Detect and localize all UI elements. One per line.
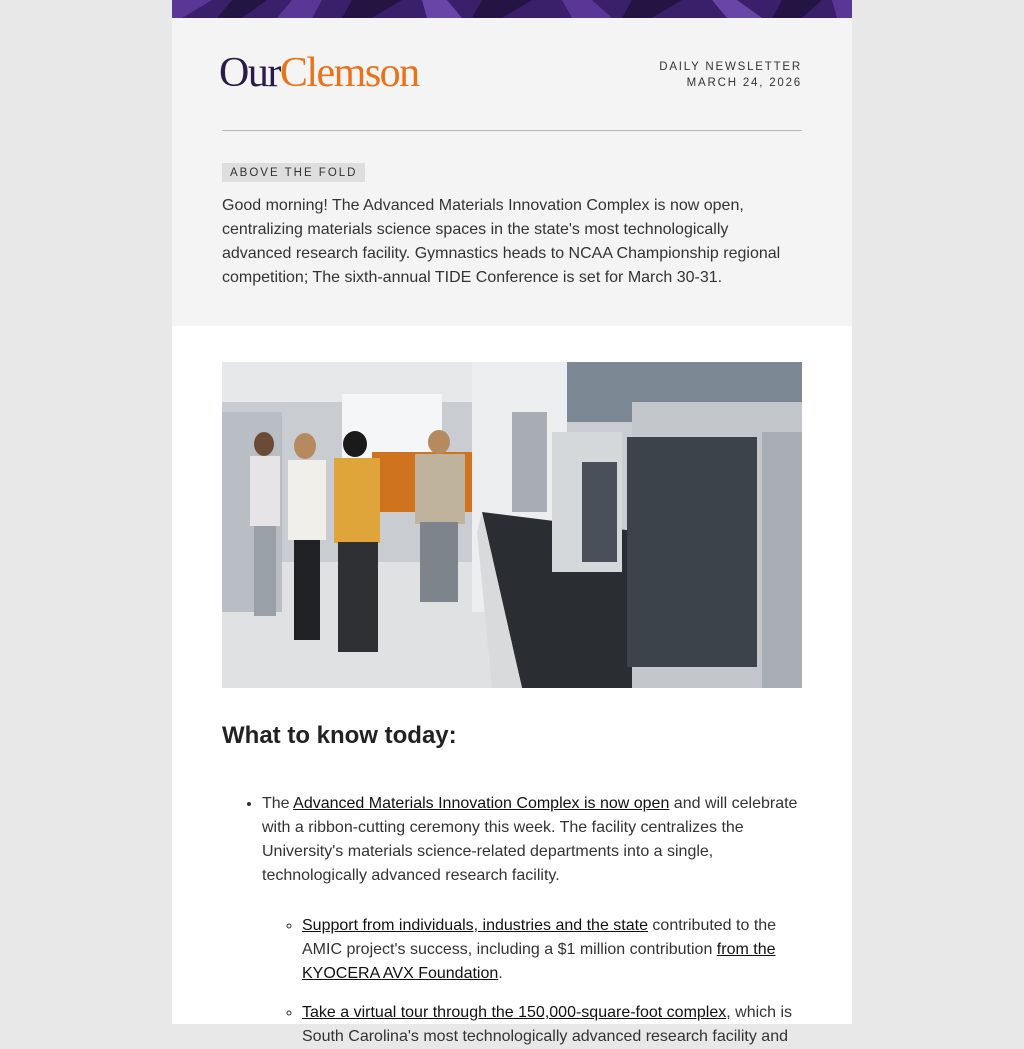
header-section — [172, 18, 852, 326]
kyocera-foundation-link[interactable]: from the KYOCERA AVX Foundation — [302, 941, 776, 982]
sub1-middle: contributed to the AMIC project's success, including a $1 million contribution — [302, 917, 777, 958]
newsletter-meta — [659, 59, 802, 91]
header-divider — [222, 130, 802, 131]
list-item — [302, 1001, 802, 1049]
newsletter-date: MARCH 24, 2026 — [686, 77, 802, 89]
above-the-fold-tag: ABOVE THE FOLD — [222, 163, 365, 182]
logo-our-text: Our — [219, 50, 280, 96]
newsletter-page — [172, 0, 852, 1045]
virtual-tour-link[interactable]: Take a virtual tour through the 150,000-square-foot complex — [302, 1004, 727, 1021]
purple-tiger-stripe-banner — [172, 0, 852, 18]
bullet1-suffix: and will celebrate with a ribbon-cutting ceremony this week. The facility centralizes the University's materials science-related departments into a single, technologically advanced research facility. — [262, 795, 798, 884]
logo-clemson-text: Clemson — [279, 50, 419, 96]
sub2-suffix: , which is South Carolina's most technologically advanced research facility and — [302, 1004, 793, 1045]
support-link[interactable]: Support from individuals, industries and the state — [302, 917, 648, 934]
newsletter-label: DAILY NEWSLETTER — [659, 61, 802, 73]
main-content — [172, 326, 852, 1049]
sub1-suffix: . — [498, 965, 503, 982]
intro-paragraph: Good morning! The Advanced Materials Innovation Complex is now open, centralizing materials science spaces in the state's most technologically advanced research facility. Gymnastics heads to NCAA Championship regional competition; The sixth-annual TIDE Conference is set for March 30-31. — [222, 197, 781, 286]
what-to-know-heading: What to know today: — [222, 722, 457, 749]
news-sub-list — [262, 914, 802, 1049]
ourclemson-logo[interactable] — [219, 52, 419, 94]
amic-open-link[interactable]: Advanced Materials Innovation Complex is now open — [293, 795, 670, 812]
list-item — [302, 914, 802, 986]
news-bullet-list — [222, 792, 802, 1049]
list-item — [262, 792, 802, 1049]
hero-lab-photo[interactable] — [222, 362, 802, 688]
brand-row — [219, 18, 802, 130]
bullet1-prefix: The — [262, 795, 294, 812]
